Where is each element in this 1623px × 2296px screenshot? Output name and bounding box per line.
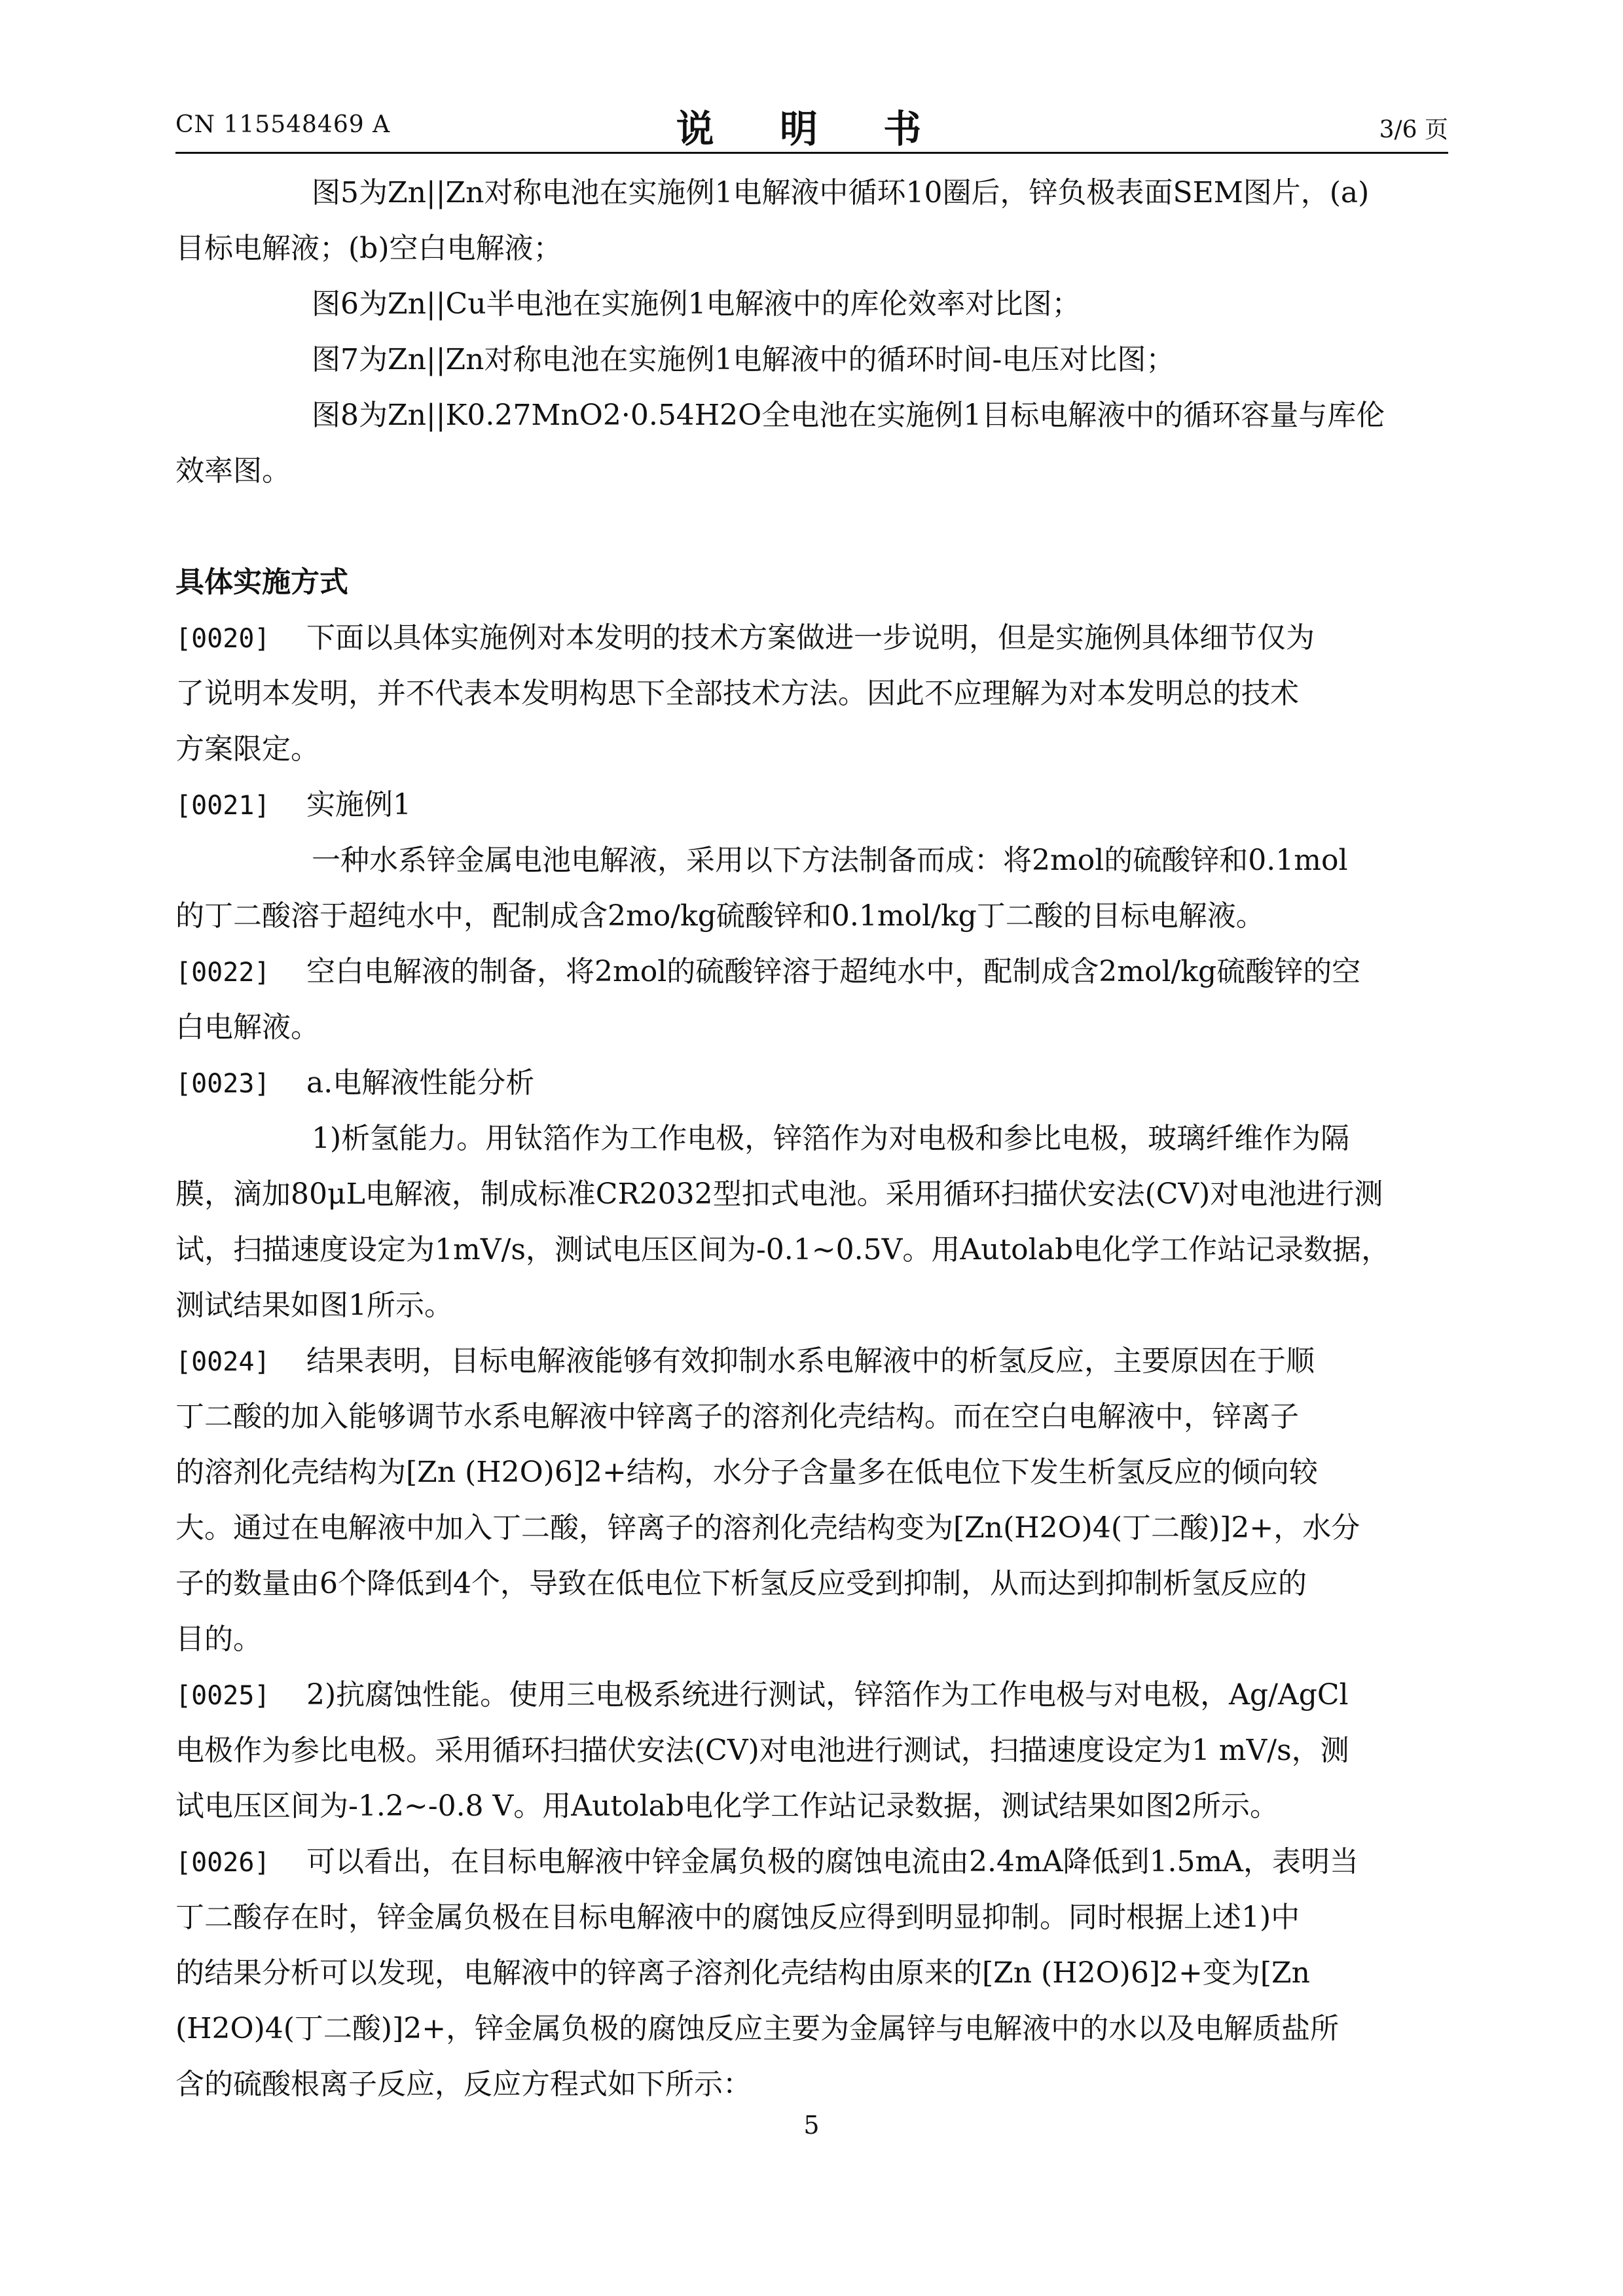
paragraph-text: 2)抗腐蚀性能。使用三电极系统进行测试，锌箔作为工作电极与对电极，Ag/AgCl <box>306 1678 1349 1712</box>
page-count: 3/6 页 <box>1379 117 1448 143</box>
paragraph-number: [0020] <box>175 624 270 654</box>
figure-7-line-1: 图7为Zn||Zn对称电池在实施例1电解液中的循环时间-电压对比图； <box>312 343 1175 376</box>
paragraph-0024-line-1 <box>175 1333 1448 1389</box>
document-title: 说 明 书 <box>676 107 948 151</box>
paragraph-text: 可以看出，在目标电解液中锌金属负极的腐蚀电流由2.4mA降低到1.5mA，表明当 <box>306 1845 1359 1878</box>
paragraph-0024-line-4: 大。通过在电解液中加入丁二酸，锌离子的溶剂化壳结构变为[Zn(H2O)4(丁二酸)]2+，水分 <box>175 1511 1360 1545</box>
paragraph-0023-line-4: 试，扫描速度设定为1mV/s，测试电压区间为-0.1~0.5V。用Autolab电化学工作站记录数据， <box>175 1233 1391 1266</box>
section-title: 具体实施方式 <box>175 565 348 599</box>
header-divider <box>175 152 1448 154</box>
figure-8-line-1: 图8为Zn||K0.27MnO2·0.54H2O全电池在实施例1目标电解液中的循环容量与库伦 <box>312 399 1385 432</box>
paragraph-0021-line-3: 的丁二酸溶于超纯水中，配制成含2mo/kg硫酸锌和0.1mol/kg丁二酸的目标电解液。 <box>175 899 1265 933</box>
paragraph-0020-line-2: 了说明本发明，并不代表本发明构思下全部技术方法。因此不应理解为对本发明总的技术 <box>175 677 1299 710</box>
paragraph-0020-line-3: 方案限定。 <box>175 732 319 766</box>
paragraph-0026-line-1 <box>175 1834 1448 1890</box>
spacer <box>175 499 1448 554</box>
paragraph-text: 下面以具体实施例对本发明的技术方案做进一步说明，但是实施例具体细节仅为 <box>306 621 1315 655</box>
paragraph-0023-line-5: 测试结果如图1所示。 <box>175 1289 453 1322</box>
paragraph-0023-line-3: 膜，滴加80μL电解液，制成标准CR2032型扣式电池。采用循环扫描伏安法(CV)对电池进行测 <box>175 1177 1383 1211</box>
page-number: 5 <box>803 2111 820 2140</box>
paragraph-number: [0026] <box>175 1848 270 1878</box>
paragraph-number: [0024] <box>175 1347 270 1377</box>
paragraph-0022-line-1 <box>175 944 1448 999</box>
paragraph-0024-line-6: 目的。 <box>175 1623 262 1656</box>
paragraph-text: 结果表明，目标电解液能够有效抑制水系电解液中的析氢反应，主要原因在于顺 <box>306 1344 1315 1378</box>
paragraph-0024-line-2: 丁二酸的加入能够调节水系电解液中锌离子的溶剂化壳结构。而在空白电解液中，锌离子 <box>175 1400 1299 1433</box>
figure-6-line-1: 图6为Zn||Cu半电池在实施例1电解液中的库伦效率对比图； <box>312 287 1081 321</box>
paragraph-number: [0025] <box>175 1681 270 1711</box>
paragraph-0021-line-2: 一种水系锌金属电池电解液，采用以下方法制备而成：将2mol的硫酸锌和0.1mol <box>312 844 1348 877</box>
paragraph-number: [0023] <box>175 1069 270 1099</box>
paragraph-0026-line-2: 丁二酸存在时，锌金属负极在目标电解液中的腐蚀反应得到明显抑制。同时根据上述1)中 <box>175 1901 1300 1934</box>
paragraph-0024-line-5: 子的数量由6个降低到4个，导致在低电位下析氢反应受到抑制，从而达到抑制析氢反应的 <box>175 1567 1307 1600</box>
paragraph-text: a.电解液性能分析 <box>306 1066 535 1100</box>
paragraph-0025-line-2: 电极作为参比电极。采用循环扫描伏安法(CV)对电池进行测试，扫描速度设定为1 mV/s，测 <box>175 1734 1349 1767</box>
paragraph-number: [0021] <box>175 791 270 821</box>
paragraph-0025-line-1 <box>175 1667 1448 1723</box>
paragraph-0022-line-2: 白电解液。 <box>175 1011 319 1044</box>
paragraph-0021-line-1 <box>175 777 1448 833</box>
figure-5-line-1: 图5为Zn||Zn对称电池在实施例1电解液中循环10圈后，锌负极表面SEM图片，(a) <box>312 176 1370 209</box>
figure-5-line-2: 目标电解液；(b)空白电解液； <box>175 232 562 265</box>
paragraph-0025-line-3: 试电压区间为-1.2~-0.8 V。用Autolab电化学工作站记录数据，测试结果如图2所示。 <box>175 1789 1279 1823</box>
paragraph-0023-line-2: 1)析氢能力。用钛箔作为工作电极，锌箔作为对电极和参比电极，玻璃纤维作为隔 <box>312 1122 1350 1155</box>
paragraph-text: 空白电解液的制备，将2mol的硫酸锌溶于超纯水中，配制成含2mol/kg硫酸锌的空 <box>306 955 1361 988</box>
paragraph-0023-line-1 <box>175 1055 1448 1111</box>
document-number: CN 115548469 A <box>175 111 391 138</box>
figure-8-line-2: 效率图。 <box>175 454 291 488</box>
paragraph-number: [0022] <box>175 958 270 988</box>
paragraph-0026-line-3: 的结果分析可以发现，电解液中的锌离子溶剂化壳结构由原来的[Zn (H2O)6]2+变为[Zn <box>175 1956 1310 1990</box>
paragraph-0024-line-3: 的溶剂化壳结构为[Zn (H2O)6]2+结构，水分子含量多在低电位下发生析氢反应的倾向较 <box>175 1456 1318 1489</box>
paragraph-text: 实施例1 <box>306 788 411 821</box>
paragraph-0026-line-5: 含的硫酸根离子反应，反应方程式如下所示： <box>175 2068 752 2101</box>
paragraph-0020-line-1 <box>175 610 1448 666</box>
paragraph-0026-line-4: (H2O)4(丁二酸)]2+，锌金属负极的腐蚀反应主要为金属锌与电解液中的水以及电解质盐所 <box>175 2012 1340 2045</box>
page-header <box>175 98 1448 151</box>
document-body <box>175 165 1448 2112</box>
